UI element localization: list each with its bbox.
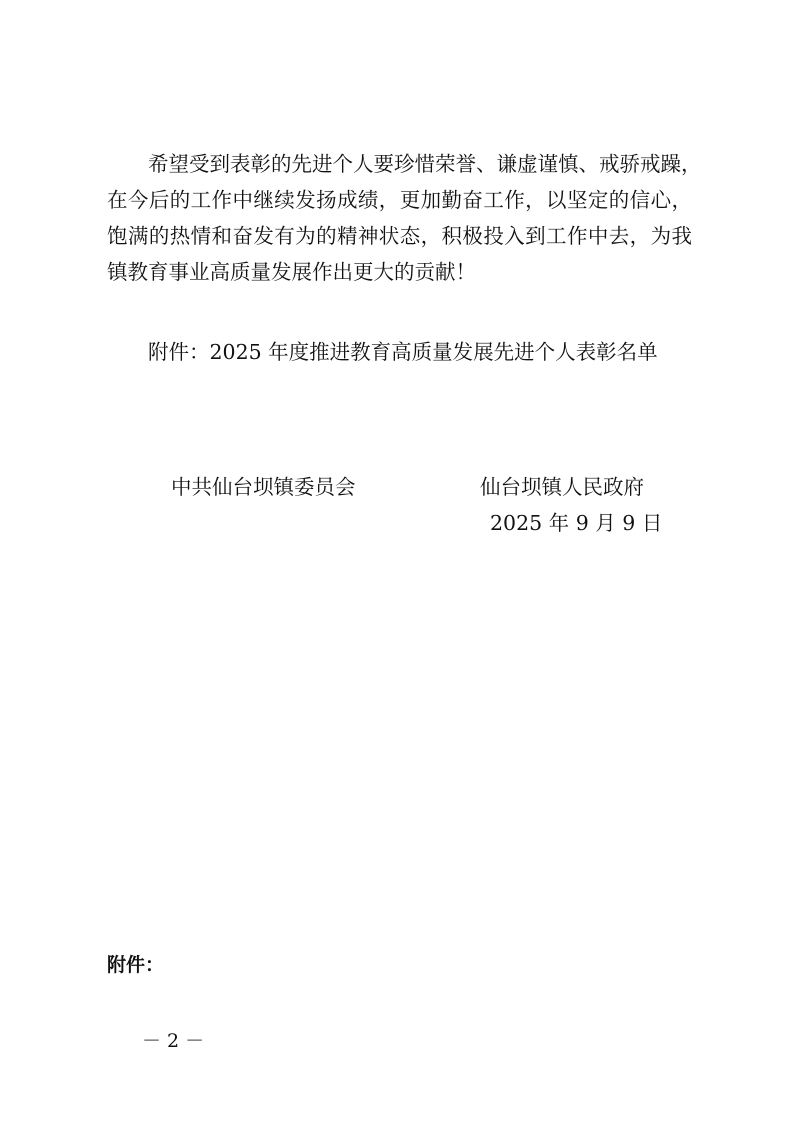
paragraph-line-1: 希望受到表彰的先进个人要珍惜荣誉、谦虚谨慎、戒骄戒躁， (107, 152, 702, 176)
signature-date: 2025 年 9 月 9 日 (490, 511, 663, 535)
signature-party-committee: 中共仙台坝镇委员会 (171, 475, 356, 499)
paragraph-line-4: 镇教育事业高质量发展作出更大的贡献！ (107, 260, 476, 284)
attachment-reference: 附件：2025 年度推进教育高质量发展先进个人表彰名单 (148, 340, 658, 364)
appendix-heading: 附件： (107, 954, 165, 976)
paragraph-line-2: 在今后的工作中继续发扬成绩，更加勤奋工作，以坚定的信心， (107, 188, 692, 212)
page-number: － 2 － (142, 1030, 205, 1052)
signature-government: 仙台坝镇人民政府 (480, 475, 644, 499)
paragraph-line-3: 饱满的热情和奋发有为的精神状态，积极投入到工作中去，为我 (107, 224, 692, 248)
